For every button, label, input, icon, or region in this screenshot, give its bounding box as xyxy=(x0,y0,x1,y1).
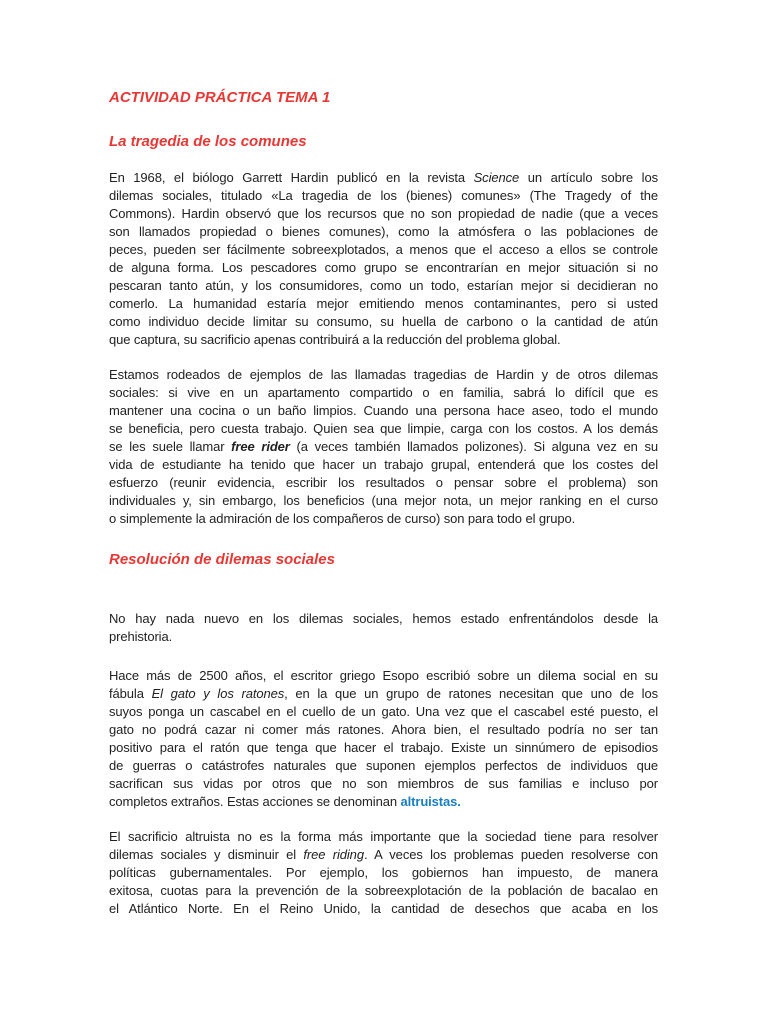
text-line: Commons). Hardin observó que los recursos que no son propiedad de nadie (que a veces xyxy=(109,206,658,221)
paragraph-altruism xyxy=(109,828,658,918)
text-line: No hay nada nuevo en los dilemas sociales, hemos estado enfrentándolos desde la xyxy=(109,611,658,626)
paragraph-aesop xyxy=(109,667,658,811)
text-line: individuales y, sin embargo, los beneficios (una mejor nota, un mejor ranking en el curso xyxy=(109,493,658,508)
text-line: exitosa, cuotas para la prevención de la sobreexplotación de la población de bacalao en xyxy=(109,883,658,898)
science-journal-name: Science xyxy=(473,170,520,185)
text-line: positivo para el ratón que tenga que hacer el trabajo. Existe un sinnúmero de episodios xyxy=(109,740,658,755)
text-line: prehistoria. xyxy=(109,629,173,644)
text-line: El sacrificio altruista no es la forma más importante que la sociedad tiene para resolver xyxy=(109,829,658,844)
paragraph-hardin xyxy=(109,169,658,349)
text-line: se les suele llamar free rider (a veces también llamados polizones). Si alguna vez en su xyxy=(109,439,658,454)
text-line: sacrifican sus vidas por otros que no son miembros de sus familias e incluso por xyxy=(109,776,658,791)
text-line: esfuerzo (reunir evidencia, escribir los resultados o pensar sobre el problema) son xyxy=(109,475,658,490)
text-line: vida de estudiante ha tenido que hacer un trabajo grupal, entenderá que los costes del xyxy=(109,457,658,472)
text-line: como individuo decide limitar su consumo, su huella de carbono o la cantidad de atún xyxy=(109,314,658,329)
paragraph-nothing-new xyxy=(109,610,658,646)
text-line: son llamados propiedad o bienes comunes), como la atmósfera o las poblaciones de xyxy=(109,224,658,239)
text-line: que captura, su sacrificio apenas contribuirá a la reducción del problema global. xyxy=(109,332,561,347)
text-line: comerlo. La humanidad estaría mejor emitiendo menos contaminantes, pero si usted xyxy=(109,296,658,311)
text-line: sociales: si vive en un apartamento compartido o en familia, sabrá lo difícil que es xyxy=(109,385,658,400)
paragraph-examples xyxy=(109,366,658,528)
fable-title: El gato y los ratones xyxy=(151,686,285,701)
section-heading-resolution: Resolución de dilemas sociales xyxy=(109,551,335,568)
text-line: de guerras o catástrofes naturales que suponen ejemplos perfectos de individuos que xyxy=(109,758,658,773)
text-line: Estamos rodeados de ejemplos de las llamadas tragedias de Hardin y de otros dilemas xyxy=(109,367,658,382)
text-line: pescaran tanto atún, y los consumidores, como un todo, estarían mejor si decidieran no xyxy=(109,278,658,293)
text-line: completos extraños. Estas acciones se denominan altruistas. xyxy=(109,794,461,809)
text-line: o simplemente la admiración de los compañeros de curso) son para todo el grupo. xyxy=(109,511,576,526)
section-heading-tragedy: La tragedia de los comunes xyxy=(109,133,307,150)
text-line: Hace más de 2500 años, el escritor griego Esopo escribió sobre un dilema social en su xyxy=(109,668,658,683)
text-line: se beneficia, pero cuesta trabajo. Quien sea que limpie, carga con los costos. A los demás xyxy=(109,421,658,436)
text-line: suyos ponga un cascabel en el cuello de un gato. Una vez que el cascabel esté puesto, el xyxy=(109,704,658,719)
text-line: dilemas sociales y disminuir el free riding. A veces los problemas pueden resolverse con xyxy=(109,847,658,862)
free-rider-term: free rider xyxy=(231,439,290,454)
text-line: peces, pueden ser fácilmente sobreexplotados, a menos que el acceso a ellos se controle xyxy=(109,242,658,257)
altruistas-link[interactable]: altruistas. xyxy=(400,794,461,809)
document-title: ACTIVIDAD PRÁCTICA TEMA 1 xyxy=(109,89,331,106)
text-line: el Atlántico Norte. En el Reino Unido, la cantidad de desechos que acaba en los xyxy=(109,901,658,916)
text-line: gato no podrá cazar ni comer más ratones. Ahora bien, el resultado podría no ser tan xyxy=(109,722,658,737)
free-riding-term: free riding xyxy=(303,847,364,862)
text-line: de alguna forma. Los pescadores como grupo se encontrarían en mejor situación si no xyxy=(109,260,658,275)
text-line: En 1968, el biólogo Garrett Hardin publicó en la revista Science un artículo sobre los xyxy=(109,170,658,185)
text-line: dilemas sociales, titulado «La tragedia de los (bienes) comunes» (The Tragedy of the xyxy=(109,188,658,203)
text-line: fábula El gato y los ratones, en la que un grupo de ratones necesitan que uno de los xyxy=(109,686,658,701)
text-line: mantener una cocina o un baño limpios. Cuando una persona hace aseo, todo el mundo xyxy=(109,403,658,418)
text-line: políticas gubernamentales. Por ejemplo, los gobiernos han impuesto, de manera xyxy=(109,865,658,880)
